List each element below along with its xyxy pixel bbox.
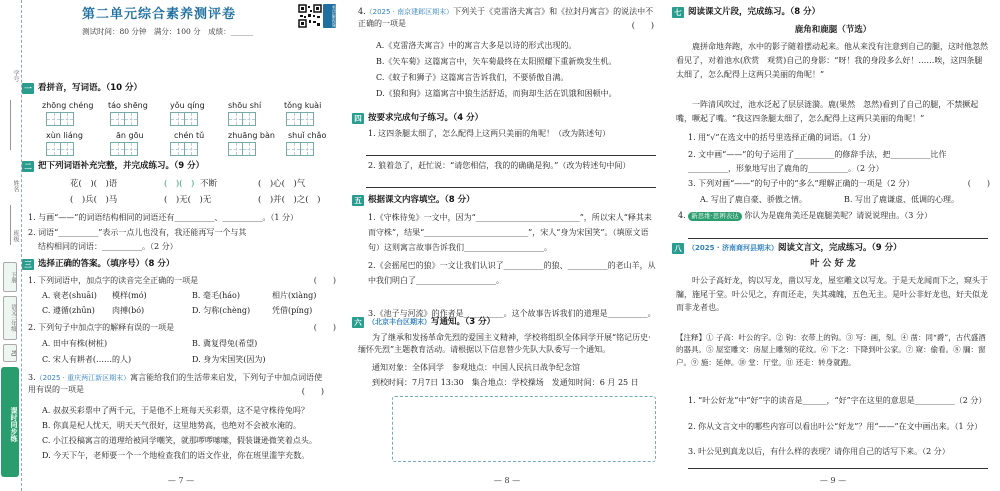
- writing-grid[interactable]: [46, 142, 74, 156]
- question-3-4: 4.（2025 · 南京建邺区期末）下列关于《克雷洛夫寓言》和《拉封丹寓言》的说法中不正确的一项是 ( ): [358, 7, 654, 30]
- option[interactable]: C. 小江投稿寓言的道理给被同学嘲笑，就那啰啰嗦嗦，假装谦逊微笑着点头。: [42, 436, 317, 445]
- question-3-1: [28, 275, 340, 287]
- question-4-1: 1. 这四条腿太细了，怎么配得上这两只美丽的角呢！（改为陈述句）: [368, 129, 611, 138]
- binding-field-class: 班级: [12, 230, 19, 242]
- section-3: [22, 258, 340, 271]
- question-5-2[interactable]: 2.《会摇尾巴的狼》一文让我们认识了__________的狼、__________的老山羊，从中我们明白了____________________。: [368, 261, 656, 286]
- section-title: 根据课文内容填空。（8 分）: [368, 195, 475, 206]
- section-title: 把下列词语补充完整，并完成练习。（9 分）: [38, 161, 205, 172]
- answer-paren[interactable]: ( ): [313, 323, 336, 332]
- question-text: 1. 下列词语中，加点字的读音完全正确的一项是: [28, 276, 199, 285]
- option[interactable]: A.《克雷洛夫寓言》中的寓言大多是以诗的形式出现的。: [376, 41, 577, 50]
- section-3-heading: [22, 258, 340, 271]
- question-8-3[interactable]: 3. 叶公见到真龙以后，有什么样的表现？请你用自己的话写下来。（2 分）: [688, 447, 950, 456]
- writing-grid[interactable]: [228, 112, 256, 126]
- question-source: （2025 · 重庆两江新区期末）: [35, 374, 131, 382]
- section-7-heading: [672, 6, 994, 19]
- notice-info-2: 到校时间：7月7日 13:30 集合地点：学校操场 发通知时间：6 月 25 日: [372, 378, 639, 387]
- question-text: 2. 下列句子中加点字的解释有误的一项是: [28, 323, 175, 332]
- option[interactable]: B. 写出了鹿谦虚、低调的心理。: [844, 195, 959, 204]
- question-text: 3. 下列对画“——”的句子中的“多么”理解正确的一项是（2 分）: [688, 179, 915, 188]
- classical-title: 叶 公 好 龙: [810, 259, 856, 269]
- section-source: （北京丰台区期末）: [368, 318, 431, 327]
- notice-prompt: 为了继承和发扬革命先烈的爱国主义精神，学校将组织全体同学开展“铭记历史·缅怀先烈”主题教育活动。请根据以下信息替少先队大队委写一个通知。: [358, 333, 651, 354]
- option[interactable]: A. 衰老(shuāi): [42, 291, 97, 300]
- pinyin: yǒu qíng: [170, 101, 205, 110]
- pinyin: zhuāng bàn: [228, 131, 275, 140]
- writing-grid[interactable]: [228, 142, 256, 156]
- section-source: （2025 · 济南商河县期末）: [688, 244, 779, 253]
- writing-grid[interactable]: [46, 112, 74, 126]
- fill-idiom[interactable]: ( )并( )之( ): [258, 195, 321, 205]
- section-number: 一: [22, 83, 34, 94]
- passage-title: 鹿角和鹿腿（节选）: [794, 25, 872, 35]
- section-number: 四: [352, 113, 364, 124]
- question-7-1: 1. 用“√”在选文中的括号里选择正确的词语。（1 分）: [688, 133, 876, 142]
- binding-strip: [0, 0, 22, 491]
- binding-tag-grade: 语文三年级: [3, 296, 17, 340]
- option[interactable]: A. 写出了鹿自豪、骄傲之情。: [700, 195, 807, 204]
- section-6: [352, 316, 662, 329]
- exam-meta: 测试时间：80 分钟 满分：100 分 成绩：______: [82, 27, 254, 36]
- binding-field-name: 姓名: [12, 180, 19, 192]
- qr-video-tag: 看讲解视频: [323, 4, 336, 28]
- section-title: 写通知。（3 分）: [431, 317, 496, 328]
- question-8-1[interactable]: 1. “叶公好龙”中“好”字的读音是______，“好”字在这里的意思是__________（2 分）: [688, 396, 987, 405]
- page-8: [352, 0, 662, 491]
- question-4-2: 2. 狼着急了，赶忙说：“请您相信，我的的确确是狗。”（改为转述句中间）: [368, 161, 631, 170]
- answer-line[interactable]: [688, 238, 988, 239]
- option[interactable]: B. 你真是杞人忧天，明天天气很好，这里地势高，也绝对不会被水淹的。: [42, 421, 301, 430]
- answer-line[interactable]: [366, 155, 656, 156]
- section-number: 八: [672, 243, 684, 254]
- answer-paren[interactable]: ( ): [313, 276, 336, 285]
- fill-idiom[interactable]: ( )无( )无: [164, 195, 212, 205]
- option[interactable]: C.《蚊子和狮子》这篇寓言告诉我们，不要骄傲自满。: [376, 73, 569, 82]
- pinyin: shōu shí: [228, 101, 262, 110]
- page-number: — 7 —: [167, 476, 195, 486]
- fill-idiom[interactable]: ( )兵( )马: [70, 195, 118, 205]
- passage-text-2: 一阵清风吹过，池水泛起了层层涟漪。鹿(果然 忽然)看到了自己的腿，不禁撅起嘴，噘起了嘴。“我这四条腿太细了，怎么配得上这两只美丽的角呢！”: [676, 100, 979, 123]
- section-title: 阅读文言文，完成练习。（9 分）: [778, 243, 902, 254]
- section-5-heading: [352, 194, 662, 207]
- passage-text: 鹿拼命地奔跑，水中的影子随着摆动起来。他从来没有注意到自己的腿，这时他忽然看见了，对着池水(欣赏 观赏)自己的身影：“呀！我的身段多么好！……唉，这四条腿太细了，怎么配得上这两只美丽的角呢！”: [676, 42, 988, 79]
- option[interactable]: B. 毫毛(háo): [192, 291, 240, 300]
- page-7: [22, 0, 340, 491]
- section-4-heading: [352, 112, 662, 125]
- option[interactable]: 凭借(píng): [272, 306, 313, 315]
- notice-writing-box[interactable]: [392, 396, 656, 462]
- notice-info-1: 通知对象：全体同学 参观地点：中国人民抗日战争纪念馆: [372, 363, 580, 372]
- pinyin: chén tǔ: [174, 131, 205, 140]
- section-number: 二: [22, 161, 34, 172]
- question-source: （2025 · 南京建邺区期末）: [365, 8, 454, 16]
- option[interactable]: A. 叔叔买彩票中了两千元，于是他不上班每天买彩票，这不是守株待兔吗？: [42, 406, 309, 415]
- binding-tag-edition: RJ: [3, 344, 17, 362]
- binding-tag-volume: 下册: [3, 262, 17, 292]
- section-2-heading: [22, 160, 340, 173]
- question-5-3[interactable]: 3.《池子与河流》的作者是__________。这个故事告诉我们的道理是__________。: [368, 309, 656, 318]
- question-2-1[interactable]: 1. 与画“——”的词语结构相同的词语还有__________、__________。（1 分）: [28, 213, 298, 222]
- option[interactable]: 相片(xiàng): [272, 291, 317, 300]
- option[interactable]: 模样(mó): [112, 291, 147, 300]
- writing-grid[interactable]: [110, 112, 138, 126]
- pinyin: tǒng kuài: [284, 101, 322, 110]
- question-text: 下列关于《克雷洛夫寓言》和《拉封丹寓言》的说法中不正确的一项是: [358, 7, 654, 28]
- pinyin: ān gōu: [116, 131, 144, 140]
- section-title: 看拼音，写词语。（10 分）: [38, 83, 143, 94]
- writing-grid[interactable]: [110, 142, 138, 156]
- question-7-3: [688, 178, 994, 190]
- question-text: 你认为是鹿角美还是鹿腿美呢？请说说理由。（3 分）: [744, 211, 932, 220]
- fill-idiom-suffix: 不断: [200, 179, 218, 189]
- section-number: 六: [352, 317, 364, 328]
- question-8-2[interactable]: 2. 你从文言文中的哪些内容可以看出叶公“好龙”？用“——”在文中画出来。（1 分）: [688, 422, 983, 431]
- qr-code-icon[interactable]: [298, 4, 322, 28]
- section-4: [352, 112, 662, 125]
- answer-paren[interactable]: ( ): [631, 21, 654, 30]
- binding-field-student-id: 学号: [12, 70, 19, 82]
- option[interactable]: D. 身为宋国笑(因为): [192, 355, 266, 364]
- fill-idiom-underlined[interactable]: ( )( ): [164, 179, 195, 189]
- classical-text: 叶公子高好龙，钩以写龙，凿以写龙，屋室雕文以写龙。于是天龙闻而下之，窥头于牖，施尾于堂。叶公见之，弃而还走，失其魂魄，五色无主。是叶公非好龙也，好夫似龙而非龙者也。: [676, 276, 988, 313]
- option[interactable]: 肉搏(bó): [112, 306, 145, 315]
- section-2: [22, 160, 340, 173]
- answer-paren[interactable]: ( ): [301, 387, 324, 396]
- option[interactable]: B.《矢车菊》这篇寓言中，矢车菊最终在太阳照耀下重新焕发生机。: [376, 57, 617, 66]
- section-number: 五: [352, 195, 364, 206]
- option[interactable]: D. 匀称(chèng): [192, 306, 251, 315]
- exam-title: 第二单元综合素养测评卷: [82, 7, 237, 22]
- fill-idiom[interactable]: ( )心( )气: [258, 179, 306, 189]
- option[interactable]: C. 宋人有耕者(……的人): [42, 355, 132, 364]
- section-7: [672, 6, 994, 19]
- question-text: 寓言能给我们的生活带来启发，下列句子中加点词语使用有误的一项是: [28, 373, 323, 394]
- binding-line: [10, 100, 11, 150]
- writing-grid[interactable]: [170, 142, 198, 156]
- question-3-3: 3.（2025 · 重庆两江新区期末）寓言能给我们的生活带来启发，下列句子中加点词语使用有误的一项是 ( ): [28, 373, 324, 396]
- section-title: 按要求完成句子练习。（4 分）: [368, 113, 484, 124]
- fill-idiom[interactable]: 花( )( )语: [70, 179, 118, 189]
- classical-notes: 【注释】① 子高：叶公的字。② 钩：衣带上的钩。③ 写：画，刻。④ 凿：同“爵”，古代盛酒的器具。⑤ 屋室雕文：房屋上雕刻的花纹。⑥ 下之：下降到叶公家。⑦ 窥：偷看。⑧ 牖：窗户。⑨ 施：延伸。⑩ 堂：厅堂。⑪ 还走：转身就跑。: [676, 333, 986, 367]
- section-5: [352, 194, 662, 207]
- thinking-tag: 新思维·思辨表达: [688, 212, 742, 221]
- pinyin: shuǐ chǎo: [288, 131, 327, 140]
- section-title: 选择正确的答案。（填序号）（8 分）: [38, 259, 175, 270]
- question-2-2-cont[interactable]: 结构相同的词语：__________。（2 分）: [38, 242, 178, 251]
- section-title: 阅读课文片段，完成练习。（8 分）: [688, 7, 821, 18]
- writing-grid[interactable]: [286, 142, 314, 156]
- option[interactable]: B. 冀复得兔(希望): [192, 339, 258, 348]
- pinyin: zhōng chéng: [42, 101, 94, 110]
- brand-badge: 课时同步练: [1, 367, 19, 477]
- page-number: — 8 —: [493, 476, 521, 486]
- section-1: [22, 82, 340, 95]
- answer-line[interactable]: [688, 468, 988, 469]
- section-1-heading: [22, 82, 340, 95]
- answer-paren[interactable]: ( ): [967, 179, 990, 188]
- question-5-1[interactable]: 1.《守株待兔》一文中，因为“__________________________”，所以宋人“释其耒而守株”，结果“__________________________”，宋人“身为宋国笑”。（填原文语句）这则寓言故事告诉我们____________________。: [368, 213, 652, 253]
- option[interactable]: D.《狼和狗》这篇寓言中狼生活舒适，而狗却生活在饥饿和困顿中。: [376, 89, 617, 98]
- writing-grid[interactable]: [170, 112, 198, 126]
- section-number: 七: [672, 7, 684, 18]
- section-number: 三: [22, 259, 34, 270]
- section-8: [672, 242, 994, 255]
- question-2-2[interactable]: 2. 词语“__________”表示一点儿也没有，我还能再写一个与其: [28, 228, 247, 237]
- pinyin: táo shēng: [108, 101, 148, 110]
- answer-line[interactable]: [366, 187, 656, 188]
- option[interactable]: D. 今天下午，老师要一个一个地检查我们的语文作业，你在班里滥竽充数。: [42, 451, 310, 460]
- question-7-4: 4. 新思维·思辨表达 你认为是鹿角美还是鹿腿美呢？请说说理由。（3 分）: [678, 211, 932, 220]
- section-6-heading: [352, 316, 662, 329]
- option[interactable]: C. 遵循(zhūn): [42, 306, 95, 315]
- question-7-2[interactable]: 2. 文中画“——”的句子运用了__________的修辞手法，把__________比作__________，形象地写出了鹿角的__________。（2 分）: [688, 150, 947, 174]
- question-3-2: [28, 322, 340, 334]
- writing-grid[interactable]: [286, 112, 314, 126]
- page-number: — 9 —: [819, 476, 847, 486]
- pinyin: xùn liáng: [46, 131, 83, 140]
- section-8-heading: [672, 242, 994, 255]
- option[interactable]: A. 田中有株(树桩): [42, 339, 108, 348]
- page-9: [672, 0, 994, 491]
